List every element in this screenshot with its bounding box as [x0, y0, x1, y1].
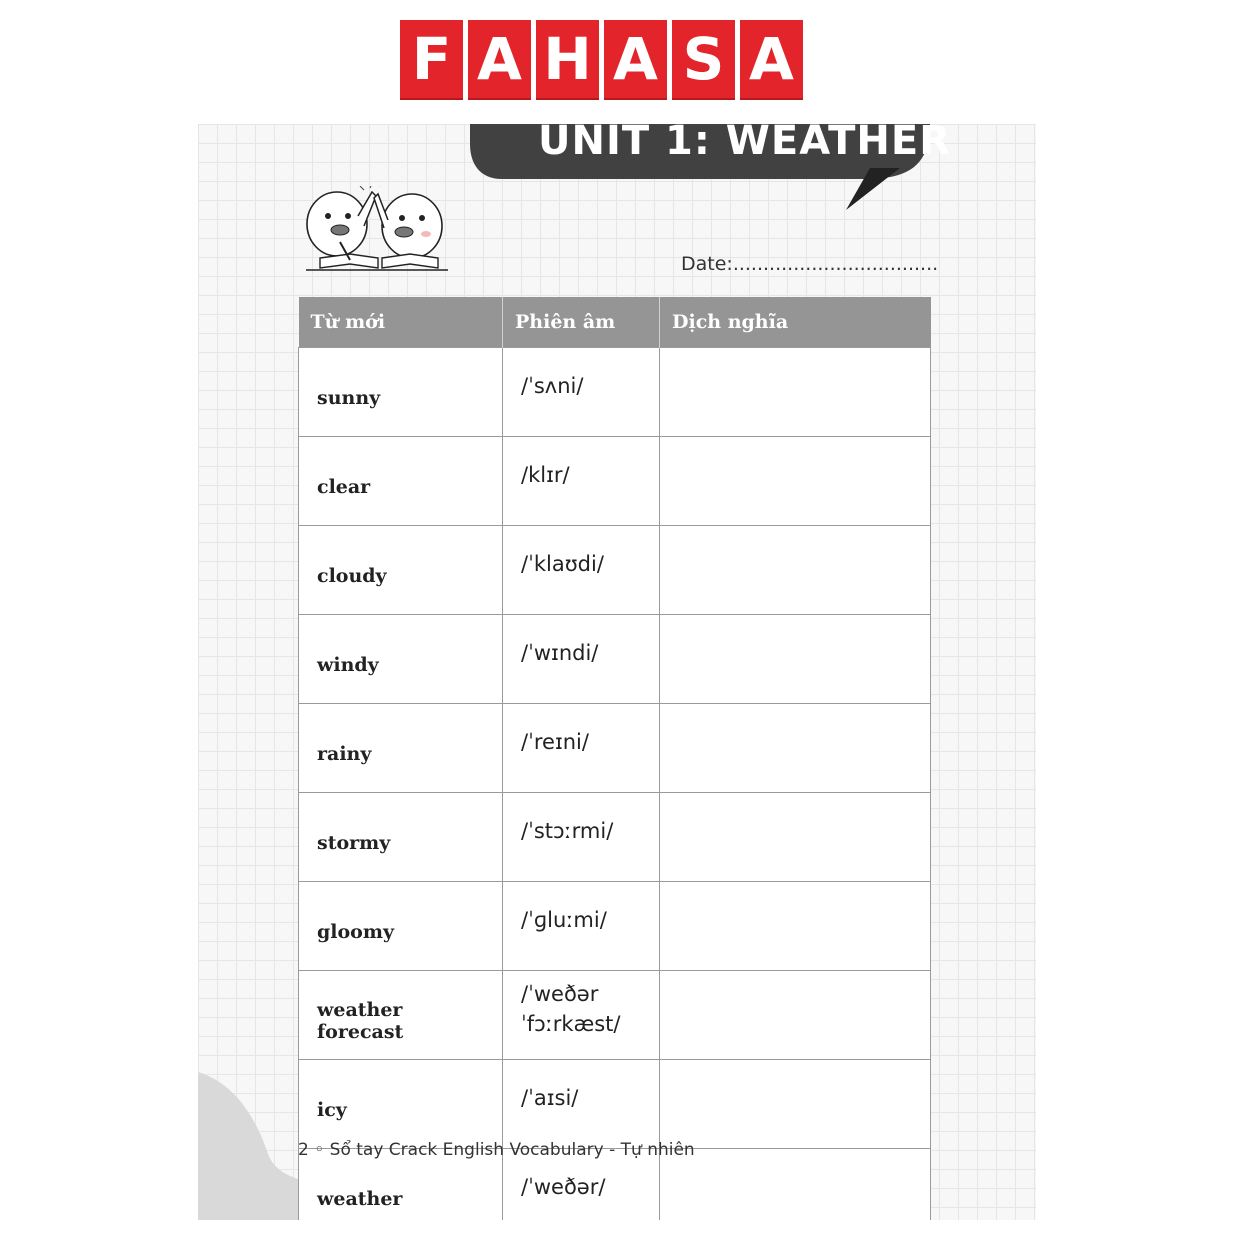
meaning-cell[interactable]	[660, 793, 931, 882]
meaning-cell[interactable]	[660, 971, 931, 1060]
table-row	[299, 704, 931, 793]
ipa-cell: /ˈstɔːrmi/	[503, 793, 660, 882]
ipa-cell: /ˈklaʊdi/	[503, 526, 660, 615]
word-cell: windy	[299, 615, 503, 704]
meaning-cell[interactable]	[660, 704, 931, 793]
logo-letter: A	[468, 20, 531, 98]
header-new-word: Từ mới	[299, 297, 503, 348]
meaning-cell[interactable]	[660, 348, 931, 437]
meaning-cell[interactable]	[660, 882, 931, 971]
table-row	[299, 526, 931, 615]
table-row	[299, 437, 931, 526]
ipa-cell: /ˈaɪsi/	[503, 1060, 660, 1149]
meaning-cell[interactable]	[660, 437, 931, 526]
logo-letter: F	[400, 20, 463, 98]
ipa-cell: /ˈreɪni/	[503, 704, 660, 793]
ipa-cell: /klɪr/	[503, 437, 660, 526]
word-cell: weather forecast	[299, 971, 503, 1060]
ipa-cell: /ˈweðər/	[503, 1149, 660, 1221]
word-cell: gloomy	[299, 882, 503, 971]
unit-title: UNIT 1: WEATHER	[538, 124, 951, 164]
ipa-cell: /ˈweðər ˈfɔːrkæst/	[503, 971, 660, 1060]
fahasa-logo	[400, 20, 803, 98]
word-cell: stormy	[299, 793, 503, 882]
meaning-cell[interactable]	[660, 615, 931, 704]
logo-letter: H	[536, 20, 599, 98]
word-cell: sunny	[299, 348, 503, 437]
date-field: Date:..................................	[681, 253, 939, 275]
table-row	[299, 793, 931, 882]
word-cell: cloudy	[299, 526, 503, 615]
logo-letter: A	[740, 20, 803, 98]
table-row	[299, 615, 931, 704]
header-meaning: Dịch nghĩa	[660, 297, 931, 348]
table-row	[299, 1060, 931, 1149]
header-pronunciation: Phiên âm	[503, 297, 660, 348]
table-row	[299, 882, 931, 971]
meaning-cell[interactable]	[660, 1149, 931, 1221]
ipa-cell: /ˈsʌni/	[503, 348, 660, 437]
meaning-cell[interactable]	[660, 1060, 931, 1149]
ipa-cell: /ˈwɪndi/	[503, 615, 660, 704]
ipa-cell: /ˈɡluːmi/	[503, 882, 660, 971]
word-cell: weather	[299, 1149, 503, 1221]
logo-letter: S	[672, 20, 735, 98]
logo-letter: A	[604, 20, 667, 98]
table-row	[299, 971, 931, 1060]
page-footer: 2 ◦ Sổ tay Crack English Vocabulary - Tự nhiên	[298, 1140, 695, 1160]
table-header-row	[299, 297, 931, 348]
vocabulary-table	[298, 297, 931, 1220]
word-cell: rainy	[299, 704, 503, 793]
workbook-page	[198, 124, 1036, 1220]
meaning-cell[interactable]	[660, 526, 931, 615]
word-cell: clear	[299, 437, 503, 526]
table-row	[299, 348, 931, 437]
word-cell: icy	[299, 1060, 503, 1149]
duck-mascots-illustration	[302, 186, 452, 276]
